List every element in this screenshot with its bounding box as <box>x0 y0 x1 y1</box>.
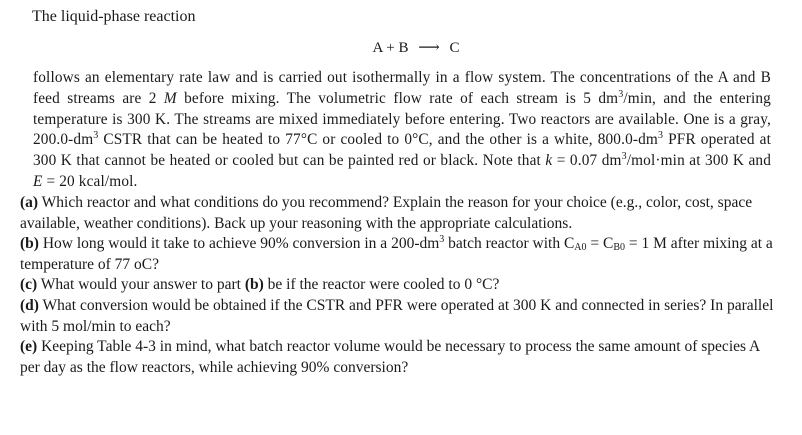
question-b-text-3: = C <box>586 235 614 253</box>
question-c-reference: (b) <box>244 276 264 294</box>
desc-line-1: follows an elementary rate law and is carried out isothermally in a flow system. The concentrations of <box>33 69 690 86</box>
equation-reactants: A + B <box>372 40 409 56</box>
desc-line-5b: PFR operated at 300 K that cannot be heated or cooled but <box>33 131 771 170</box>
question-d-label: (d) <box>20 296 39 314</box>
reaction-arrow-icon: ⟶ <box>418 40 440 56</box>
question-d <box>20 296 780 337</box>
equation-product: C <box>449 40 460 56</box>
desc-line-6c: /mol·min at 300 K and <box>626 152 771 170</box>
question-c <box>20 275 780 296</box>
question-c-text-1: What would your answer to part <box>37 276 245 294</box>
question-b <box>20 234 780 275</box>
superscript: 3 <box>439 234 445 246</box>
desc-line-6d: = 20 kcal/mol. <box>42 172 138 190</box>
desc-line-6b: = 0.07 dm <box>552 152 622 170</box>
question-b-label: (b) <box>20 235 39 253</box>
subscript: B0 <box>613 242 626 254</box>
superscript: 3 <box>93 130 99 142</box>
subscript: A0 <box>574 242 587 254</box>
question-list <box>20 193 780 378</box>
question-b-text-4: = 1 M after mixing at a temperature of 77 oC? <box>20 235 773 273</box>
question-c-label: (c) <box>20 276 38 294</box>
question-b-text-1: How long would it take to achieve 90% conversion in a 200-dm <box>38 235 440 253</box>
activation-energy-symbol: E <box>33 172 43 190</box>
problem-intro: The liquid-phase reaction <box>32 8 196 25</box>
reaction-equation <box>0 38 802 58</box>
question-a-text: Which reactor and what conditions do you recommend? Explain the reason for your choice (e.g., color, cost, space available, weather conditions). Back up your reasoning with the appropriate calculations. <box>20 194 753 232</box>
desc-line-3a: 5 dm <box>583 89 619 107</box>
desc-line-2b: before mixing. The volumetric flow rate of each stream is <box>176 89 576 107</box>
question-a <box>20 193 780 234</box>
question-d-text: What conversion would be obtained if the CSTR and PFR were operated at 300 K and connected in series? In parallel with 5 mol/min to each? <box>20 296 774 335</box>
question-e-text: Keeping Table 4-3 in mind, what batch reactor volume would be necessary to process the same amount of species A per day as the flow reactors, while achieving 90% conversion? <box>20 338 760 376</box>
question-c-text-2: be if the reactor were cooled to 0 °C? <box>263 276 500 294</box>
desc-line-6a: can be painted red or black. Note that <box>302 152 546 170</box>
desc-line-2a: the A and B feed streams are 2 <box>33 69 771 107</box>
desc-line-4a: Two reactors are available. One is a gray, 200.0-dm <box>33 110 772 149</box>
question-a-label: (a) <box>20 194 39 211</box>
desc-line-3b: /min, and the entering temperature is 300 K. The streams are mixed immediately before entering. <box>33 89 771 128</box>
molarity-unit: M <box>163 89 177 107</box>
superscript: 3 <box>618 88 624 100</box>
desc-line-4b: CSTR that can be heated to 77°C or cooled to <box>98 131 400 149</box>
question-e <box>20 337 780 378</box>
desc-line-5a: 0°C, and the other is a white, 800.0-dm <box>404 131 658 149</box>
problem-description <box>33 68 771 193</box>
question-b-text-2: batch reactor with C <box>444 235 575 253</box>
superscript: 3 <box>657 130 664 142</box>
question-e-label: (e) <box>20 338 38 356</box>
superscript: 3 <box>621 151 627 163</box>
rate-constant-symbol: k <box>545 152 553 170</box>
